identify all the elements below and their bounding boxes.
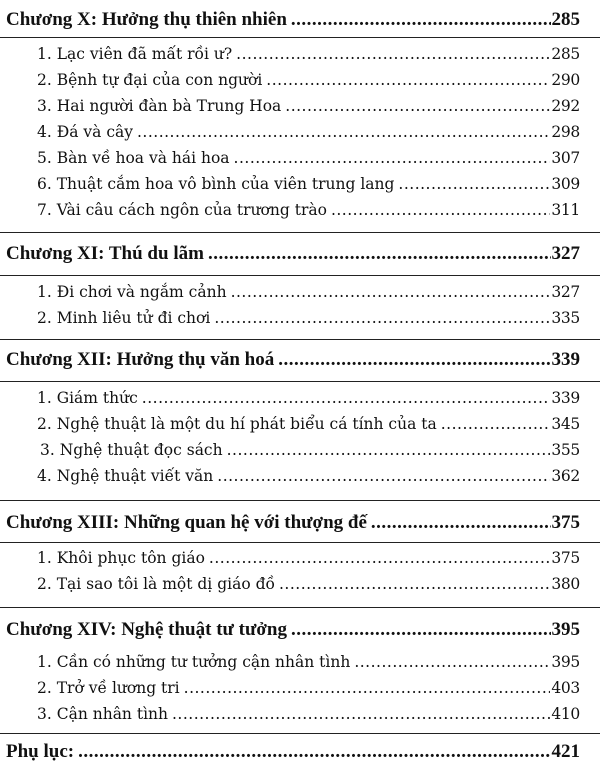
section-divider [0,339,600,340]
dot-leader [142,389,551,407]
chapter-title: Chương XII: Hưởng thụ văn hoá [6,349,275,370]
toc-entry [37,705,580,723]
section-divider [0,381,600,382]
entry-title: 6. Thuật cắm hoa vô bình của viên trung lang [37,175,395,193]
dot-leader [278,349,550,371]
dot-leader [354,653,550,671]
dot-leader [209,549,550,567]
entry-page-number: 355 [551,441,580,459]
dot-leader [371,512,551,534]
entry-page-number: 375 [551,549,580,567]
entry-title: 1. Đi chơi và ngắm cảnh [37,283,227,301]
chapter-page-number: 395 [551,619,580,640]
entry-page-number: 362 [551,467,580,485]
toc-entry [37,549,580,567]
entry-page-number: 309 [551,175,580,193]
dot-leader [291,619,550,641]
toc-entry [37,467,580,485]
entry-page-number: 327 [551,283,580,301]
dot-leader [279,575,550,593]
chapter-heading [6,619,580,641]
chapter-page-number: 375 [551,512,580,533]
entry-title: 2. Minh liêu tử đi chơi [37,309,211,327]
chapter-heading [6,243,580,265]
dot-leader [172,705,550,723]
entry-title: 3. Nghệ thuật đọc sách [40,441,223,459]
dot-leader [291,9,551,31]
entry-title: 1. Khôi phục tôn giáo [37,549,205,567]
entry-title: 4. Đá và cây [37,123,133,141]
entry-page-number: 290 [551,71,580,89]
entry-page-number: 395 [551,653,580,671]
chapter-title: Chương XIV: Nghệ thuật tư tưởng [6,619,288,640]
entry-page-number: 298 [551,123,580,141]
entry-page-number: 292 [551,97,580,115]
chapter-title: Chương XI: Thú du lãm [6,243,204,264]
toc-entry [37,415,580,433]
dot-leader [137,123,550,141]
toc-entry [37,389,580,407]
dot-leader [208,243,551,265]
dot-leader [234,149,551,167]
section-divider [0,232,600,233]
toc-entry [37,283,580,301]
dot-leader [78,741,550,763]
entry-page-number: 307 [551,149,580,167]
section-divider [0,542,600,543]
toc-entry [37,575,580,593]
entry-page-number: 380 [551,575,580,593]
toc-entry [37,201,580,219]
dot-leader [398,175,550,193]
entry-title: 4. Nghệ thuật viết văn [37,467,214,485]
entry-title: 1. Cần có những tư tưởng cận nhân tình [37,653,351,671]
dot-leader [184,679,551,697]
chapter-heading [6,9,580,31]
toc-entry [40,441,580,459]
appendix-title: Phụ lục: [6,741,75,762]
toc-entry [37,175,580,193]
entry-page-number: 285 [551,45,580,63]
chapter-title: Chương X: Hưởng thụ thiên nhiên [6,9,287,30]
dot-leader [214,309,550,327]
chapter-page-number: 339 [551,349,580,370]
entry-title: 2. Tại sao tôi là một dị giáo đồ [37,575,275,593]
section-divider [0,275,600,276]
section-divider [0,607,600,608]
entry-page-number: 311 [551,201,580,219]
entry-page-number: 339 [551,389,580,407]
section-divider [0,500,600,501]
chapter-page-number: 327 [551,243,580,264]
dot-leader [236,45,550,63]
toc-entry [37,679,580,697]
entry-title: 2. Nghệ thuật là một du hí phát biểu cá tính của ta [37,415,437,433]
dot-leader [285,97,550,115]
toc-entry [37,123,580,141]
dot-leader [331,201,550,219]
chapter-heading [6,349,580,371]
dot-leader [441,415,551,433]
toc-entry [37,45,580,63]
entry-title: 2. Bệnh tự đại của con người [37,71,263,89]
entry-title: 1. Lạc viên đã mất rồi ư? [37,45,233,63]
toc-entry [37,149,580,167]
entry-page-number: 403 [551,679,580,697]
toc-entry [37,97,580,115]
dot-leader [266,71,550,89]
entry-title: 3. Hai người đàn bà Trung Hoa [37,97,282,115]
appendix-page-number: 421 [551,741,580,762]
toc-entry [37,71,580,89]
appendix-heading [6,741,580,763]
dot-leader [231,283,551,301]
section-divider [0,37,600,38]
entry-title: 2. Trở về lương tri [37,679,180,697]
chapter-title: Chương XIII: Những quan hệ với thượng đế [6,512,367,533]
entry-page-number: 345 [551,415,580,433]
entry-title: 1. Giám thức [37,389,138,407]
toc-entry [37,309,580,327]
dot-leader [227,441,551,459]
entry-title: 7. Vài câu cách ngôn của trương trào [37,201,327,219]
toc-entry [37,653,580,671]
entry-title: 5. Bàn về hoa và hái hoa [37,149,230,167]
dot-leader [217,467,550,485]
chapter-page-number: 285 [551,9,580,30]
entry-page-number: 335 [551,309,580,327]
entry-page-number: 410 [551,705,580,723]
section-divider [0,733,600,734]
entry-title: 3. Cận nhân tình [37,705,168,723]
chapter-heading [6,512,580,534]
